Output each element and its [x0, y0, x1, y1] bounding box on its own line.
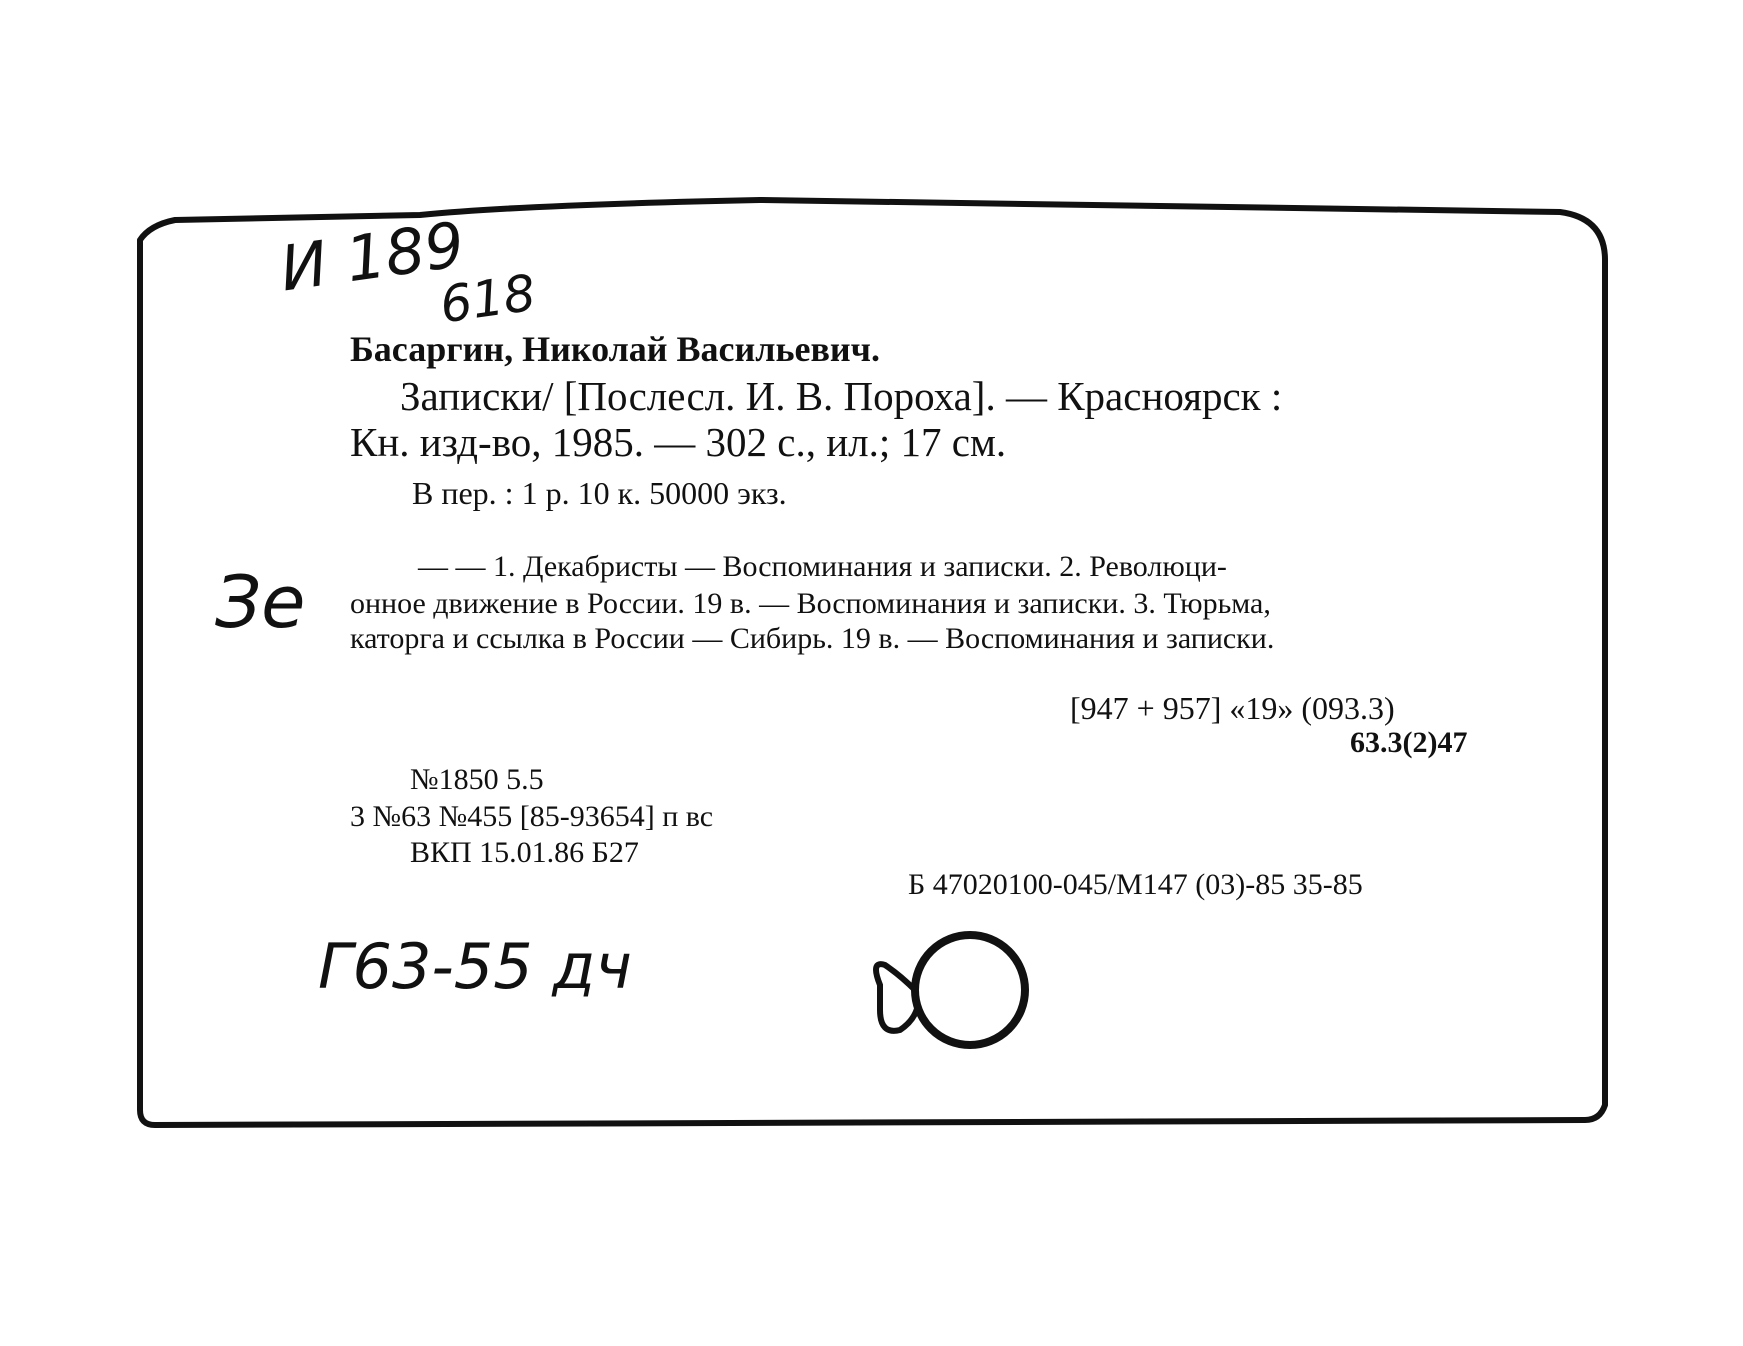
isbn-line: Б 47020100-045/М147 (03)-85 35-85 — [908, 868, 1363, 901]
bbk-index: 63.3(2)47 — [1350, 726, 1468, 759]
punch-hole — [876, 935, 1025, 1045]
author-heading: Басаргин, Николай Васильевич. — [350, 329, 880, 369]
subject-line-1: — — 1. Декабристы — Воспоминания и записки. 2. Революци- — [418, 550, 1227, 583]
handwritten-margin-mark: Зе — [215, 560, 306, 644]
handwritten-call-number: И 189 — [275, 207, 469, 306]
subject-line-3: каторга и ссылка в России — Сибирь. 19 в. — Воспоминания и записки. — [350, 622, 1275, 655]
title-line-1: Записки/ [Послесл. И. В. Пороха]. — Красноярск : — [400, 373, 1283, 419]
order-line-1: №1850 5.5 — [410, 763, 544, 796]
title-line-2: Кн. изд-во, 1985. — 302 с., ил.; 17 см. — [350, 419, 1007, 465]
udc-index: [947 + 957] «19» (093.3) — [1070, 690, 1395, 726]
price-line: В пер. : 1 р. 10 к. 50000 экз. — [412, 475, 787, 511]
order-line-3: ВКП 15.01.86 Б27 — [410, 836, 639, 869]
handwritten-bottom-code: Г63-55 дч — [318, 930, 632, 1003]
order-line-2: 3 №63 №455 [85-93654] п вс — [350, 800, 714, 833]
subject-line-2: онное движение в России. 19 в. — Воспоминания и записки. 3. Тюрьма, — [350, 587, 1271, 620]
handwritten-call-number-sub: 618 — [436, 263, 540, 335]
